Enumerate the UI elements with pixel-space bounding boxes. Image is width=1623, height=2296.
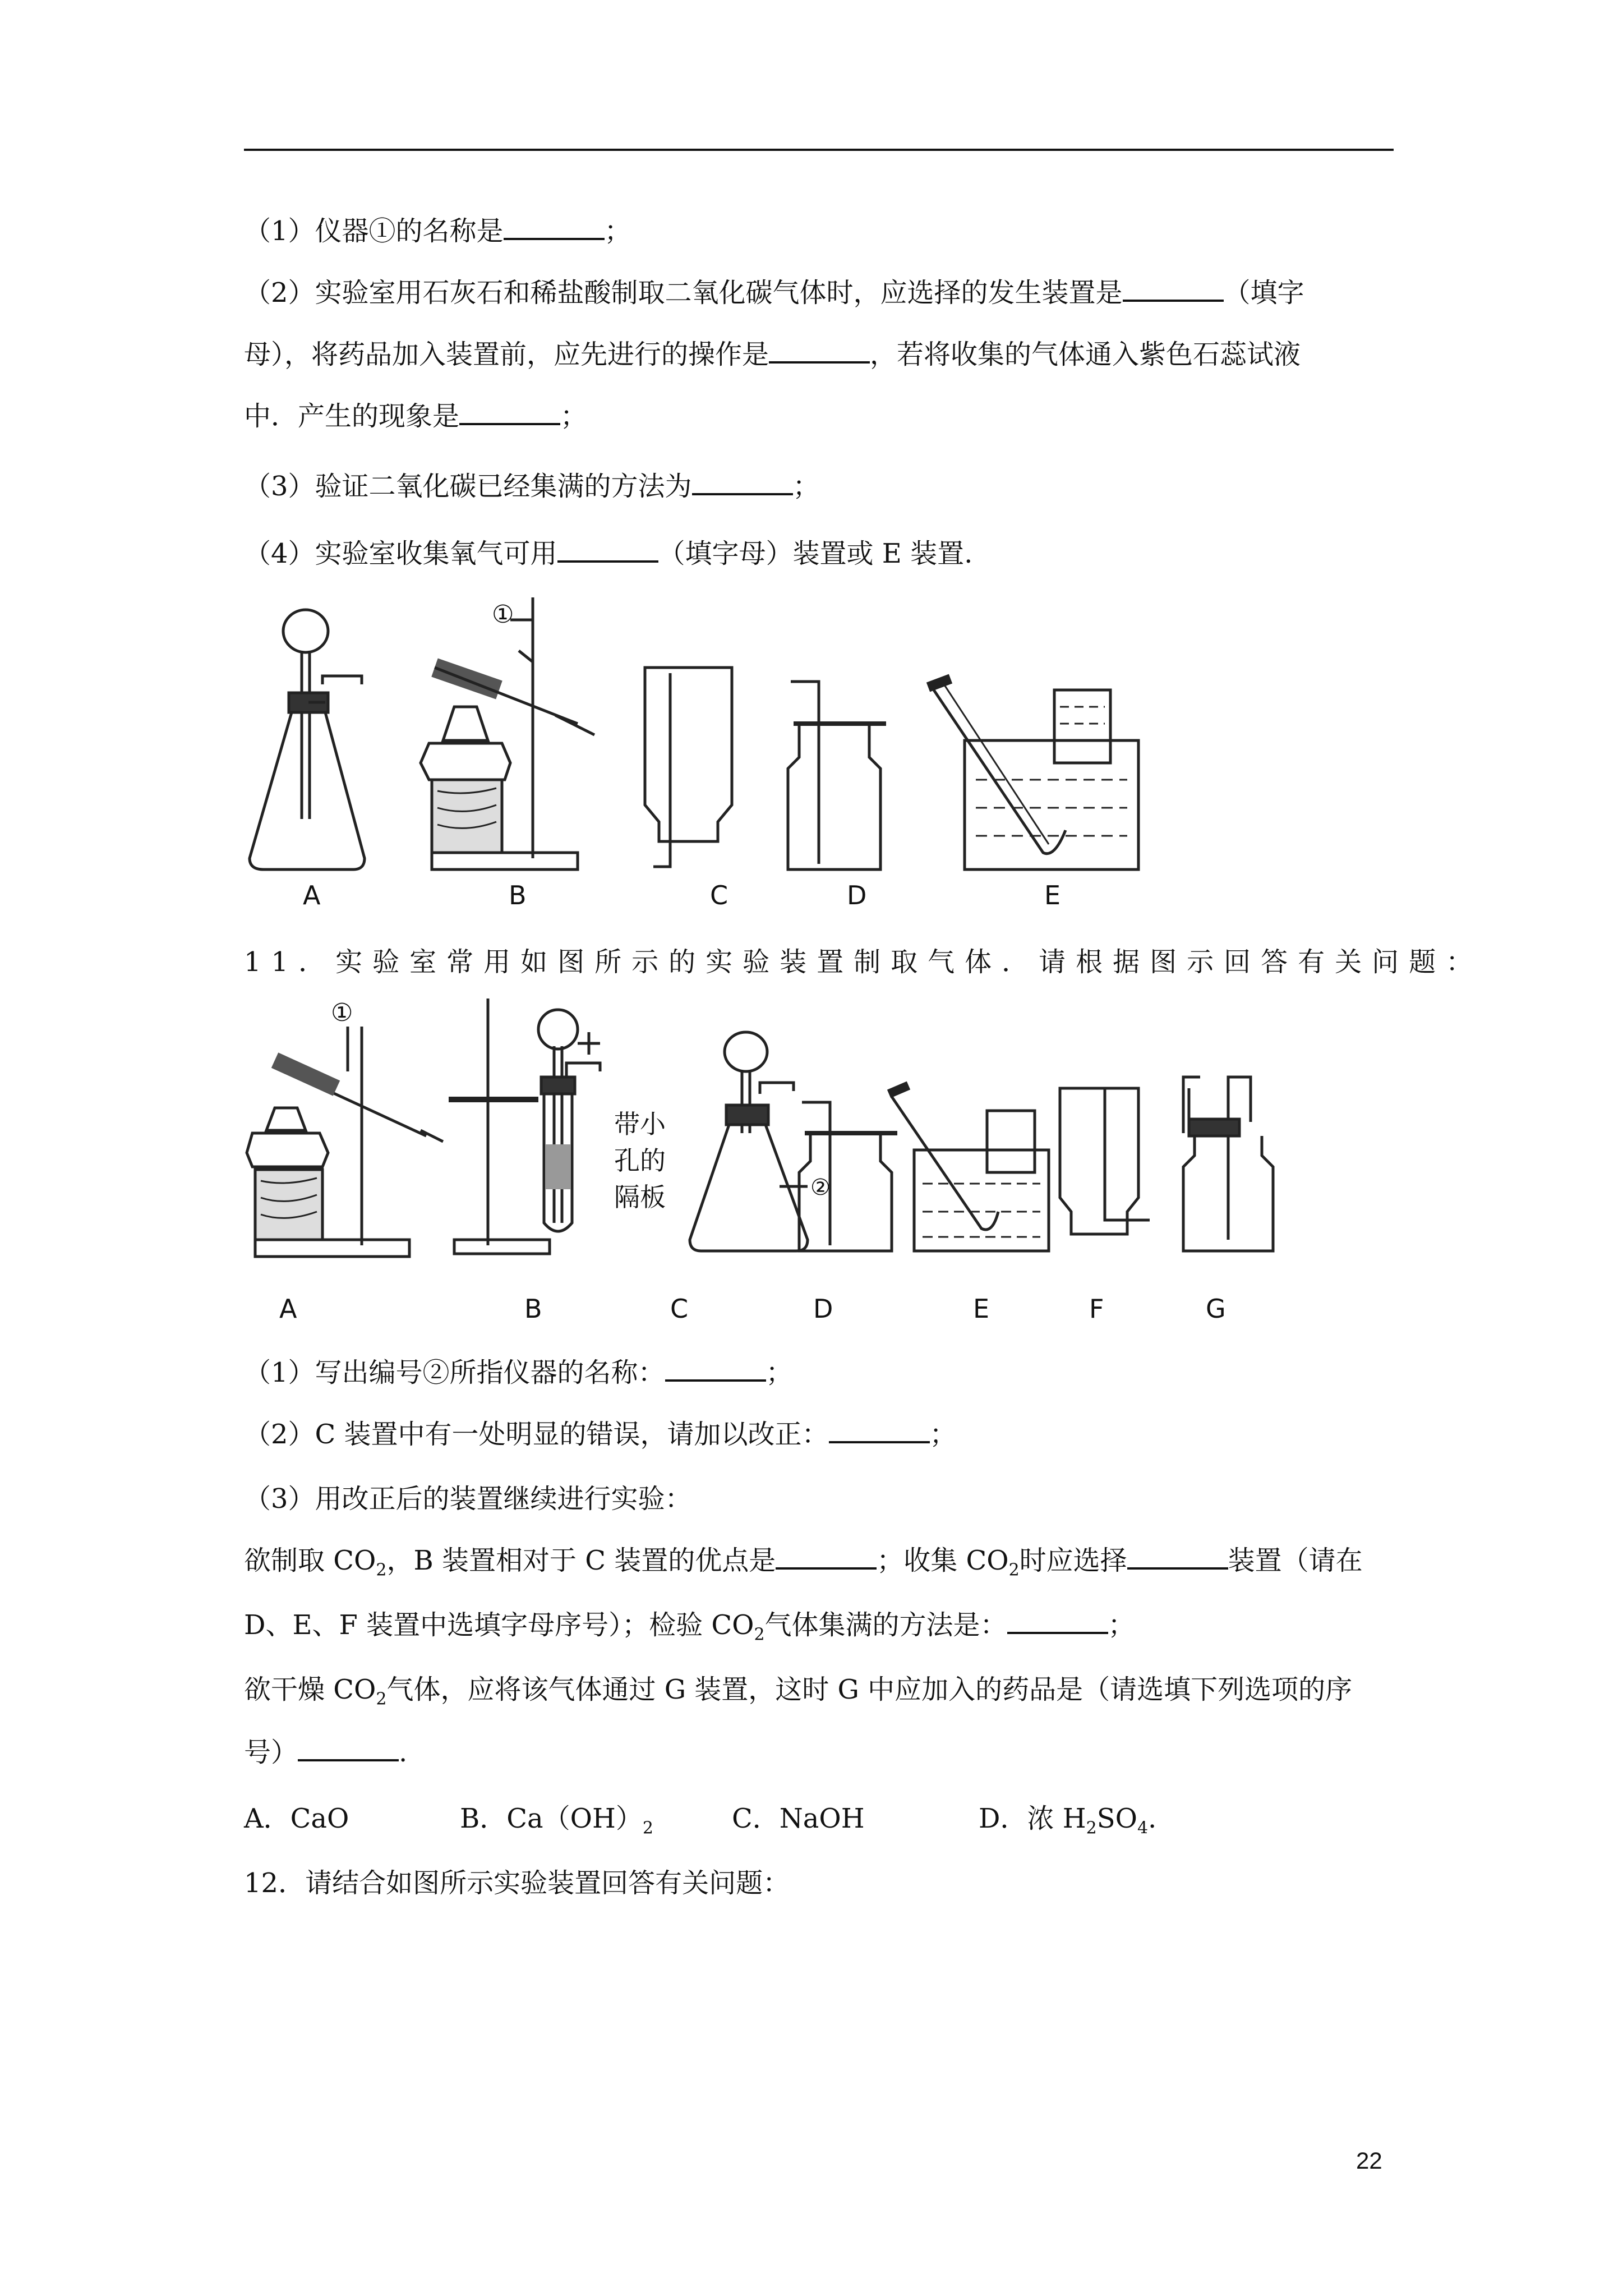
answer-blank[interactable] — [692, 471, 793, 495]
q10-apparatus-figure — [241, 595, 1239, 886]
apparatus-b-tube — [449, 999, 600, 1254]
q10-part2-line2: 母），将药品加入装置前，应先进行的操作是 ，若将收集的气体通入紫色石蕊试液 — [244, 339, 1301, 370]
apparatus-e-water-trough — [889, 1085, 1049, 1251]
apparatus-e-water-trough — [928, 679, 1138, 869]
figure-label-c: C — [670, 1294, 689, 1324]
q11-part2: （2）C 装置中有一处明显的错误，请加以改正： ； — [244, 1419, 957, 1450]
answer-blank[interactable] — [557, 538, 658, 563]
plate-label-3: 隔板 — [614, 1182, 666, 1212]
q11-part6: 欲干燥 $CO_2$气体，应将该气体通过 G 装置，这时 G 中应加入的药品是（请选填下列选项的序 — [244, 1674, 1353, 1709]
apparatus-g-washing-bottle — [1183, 1077, 1273, 1251]
figure-label-b: B — [509, 880, 527, 910]
q12-stem: 12．请结合如图所示实验装置回答有关问题： — [244, 1867, 790, 1899]
option-b[interactable]: B．$Ca(OH)_2$ — [460, 1803, 653, 1838]
answer-blank[interactable] — [1123, 277, 1224, 302]
figure-label-e: E — [973, 1294, 990, 1324]
q11-part3: （3）用改正后的装置继续进行实验： — [244, 1483, 692, 1515]
q11-part4: 欲制取 $CO_2$，B 装置相对于 C 装置的优点是 ；收集 $CO_2$时应选择 装置（请在 — [244, 1545, 1363, 1580]
apparatus-f-inverted-bottle — [1060, 1088, 1150, 1234]
figure-label-b: B — [524, 1294, 542, 1324]
svg-text:①: ① — [492, 600, 514, 629]
apparatus-b-heating — [421, 597, 594, 869]
answer-blank[interactable] — [769, 339, 870, 364]
option-d[interactable]: D．浓 $H_2SO_4$. — [979, 1803, 1157, 1838]
figure-label-e: E — [1044, 880, 1061, 910]
figure-label-c: C — [710, 880, 728, 910]
figure-label-a: A — [279, 1294, 297, 1324]
header-rule — [244, 149, 1394, 151]
answer-blank[interactable] — [459, 401, 560, 425]
plate-label-2: 孔的 — [614, 1145, 666, 1176]
svg-text:①: ① — [331, 999, 353, 1027]
apparatus-a-flask — [250, 610, 365, 869]
answer-blank[interactable] — [1127, 1545, 1228, 1570]
figure-label-d: D — [813, 1294, 833, 1324]
figure-label-d: D — [847, 880, 867, 910]
page-number: 22 — [1356, 2147, 1382, 2174]
answer-blank[interactable] — [665, 1357, 766, 1382]
apparatus-d-bottle — [788, 682, 886, 869]
option-c[interactable]: C．NaOH — [732, 1803, 865, 1834]
q10-part2-line3: 中．产生的现象是 ； — [244, 401, 588, 432]
apparatus-c-inverted-bottle — [645, 668, 732, 867]
figure-label-g: G — [1206, 1294, 1226, 1324]
svg-text:②: ② — [810, 1175, 831, 1200]
answer-blank[interactable] — [829, 1419, 930, 1443]
q10-part4: （4）实验室收集氧气可用 （填字母）装置或 E 装置. — [244, 538, 973, 569]
q11-part1: （1）写出编号②所指仪器的名称： ； — [244, 1357, 793, 1388]
answer-blank[interactable] — [504, 215, 605, 240]
q10-part1: （1）仪器①的名称是 ； — [244, 215, 631, 247]
option-a[interactable]: A．CaO — [244, 1803, 349, 1834]
q11-apparatus-figure — [241, 993, 1307, 1273]
answer-blank[interactable] — [1007, 1609, 1108, 1634]
answer-blank[interactable] — [298, 1737, 399, 1761]
figure-label-f: F — [1089, 1294, 1104, 1324]
q11-stem: 11．实验室常用如图所示的实验装置制取气体．请根据图示回答有关问题： — [244, 946, 1483, 978]
q10-part3: （3）验证二氧化碳已经集满的方法为 ； — [244, 471, 820, 502]
q11-part5: D、E、F 装置中选填字母序号）；检验 $CO_2$气体集满的方法是： ； — [244, 1609, 1135, 1645]
figure-label-a: A — [303, 880, 321, 910]
q10-part2-line1: （2）实验室用石灰石和稀盐酸制取二氧化碳气体时，应选择的发生装置是 （填字 — [244, 277, 1304, 309]
plate-label-1: 带小 — [614, 1109, 666, 1139]
answer-blank[interactable] — [776, 1545, 877, 1570]
q11-part7: 号） . — [244, 1737, 408, 1768]
apparatus-a-heating — [247, 999, 443, 1257]
